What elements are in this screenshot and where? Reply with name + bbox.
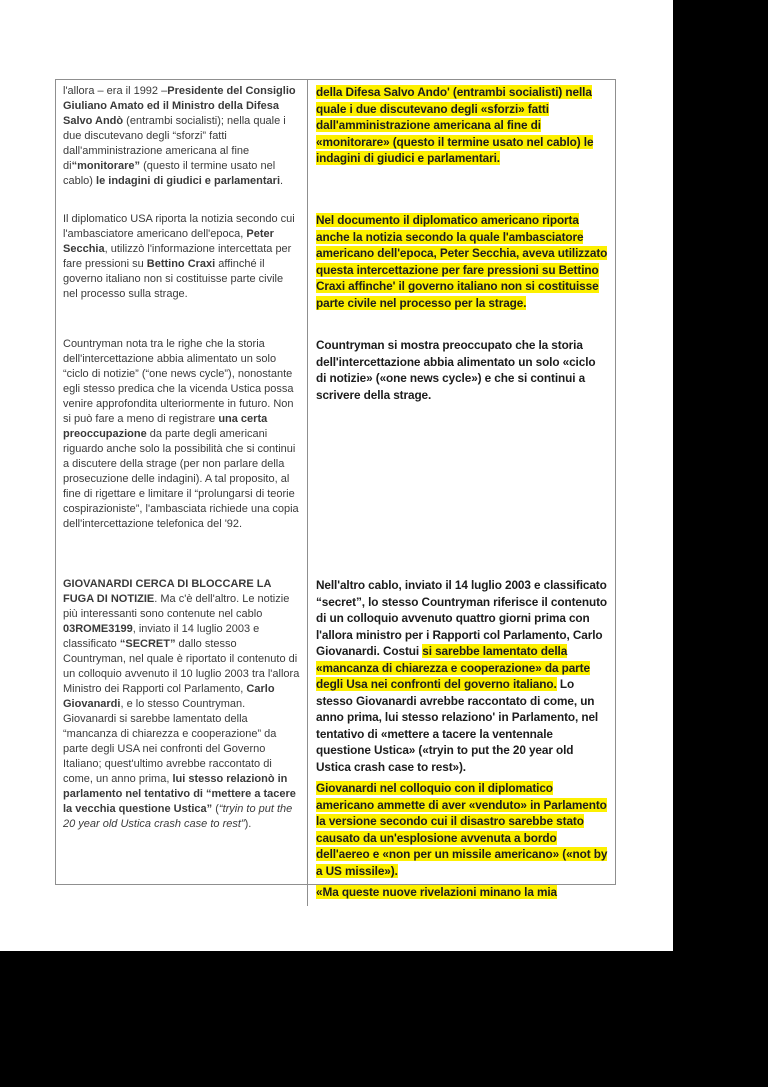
text-run: l'allora – era il 1992 – [63,85,168,97]
right-paragraph-5 [316,780,608,879]
text-run: dallo stesso Countryman, nel quale è riportato il contenuto di un colloquio avvenuto il 10 luglio 2003 tra l'allora Ministro dei Rapporti col Parlamento, [63,638,300,695]
left-paragraph-4 [63,577,300,832]
text-run: Countryman nota tra le righe che la storia dell'intercettazione abbia alimentato un solo “ciclo di notizie” (“one news cycle”), nonostante egli stesso predica che la vicenda Ustica possa venire approfondita ulteriormente in futuro. Non si può fare a meno di registrare [63,338,294,425]
text-run: «Ma queste nuove rivelazioni minano la mia [316,885,557,899]
text-run: “tryin to put the 20 year old Ustica crash case to rest” [63,803,293,830]
left-paragraph-1 [63,84,300,189]
text-run: , inviato il 14 luglio 2003 e classificato [63,623,260,650]
bottom-black-bar [0,951,768,1087]
text-run: “monitorare” [71,160,141,172]
text-run: lui stesso relazionò in parlamento nel tentativo di “mettere a tacere la vecchia questione Ustica” [63,773,296,815]
left-paragraph-2 [63,212,300,302]
text-run: Lo stesso Giovanardi avrebbe raccontato di come, un anno prima, lui stesso relaziono' in Parlamento, nel tentativo di «mettere a tacere la ventennale questione Ustica» («tryin to put the 20 year old Ustica crash case to rest»). [316,677,599,774]
text-run: Bettino Craxi [146,258,216,270]
left-paragraph-3 [63,337,300,532]
row-4-left-cell [56,573,307,906]
row-3-left-cell [56,333,307,573]
text-run: Presidente del Consiglio Giuliano Amato ed il Ministro della Difesa Salvo Andò [63,85,296,127]
text-run: Nell'altro cablo, inviato il 14 luglio 2003 e classificato “secret”, lo stesso Countryman riferisce il contenuto di un colloquio avvenuto quattro giorni prima con l'allora ministro per i Rapporti col Parlamento, Carlo Giovanardi. Costui [316,578,608,658]
text-run: Peter Secchia [63,228,274,255]
text-run: , utilizzò l'informazione intercettata per fare pressioni su [63,243,292,270]
text-run: (questo il termine usato nel cablo) [63,160,276,187]
text-run: (entrambi socialisti); nella quale i due discutevano degli “sforzi” fatti dall'amministrazione americana al fine di [63,115,286,172]
row-1-left-cell [56,80,307,208]
text-run: Nel documento il diplomatico americano riporta anche la notizia secondo la quale l'ambasciatore americano dell'epoca, Peter Secchia, aveva utilizzato questa intercettazione per fare pressioni su Bettino Craxi affinche' il governo italiano non si costituisse parte civile nel processo per la strage. [316,213,608,310]
text-run: ( [212,803,219,815]
text-run: “SECRET” [119,638,176,650]
text-run: Il diplomatico USA riporta la notizia secondo cui l'ambasciatore americano dell'epoca, [63,213,295,240]
text-run: . Ma c'è dell'altro. Le notizie più interessanti sono contenute nel cablo [63,593,290,620]
right-paragraph-4 [316,577,608,775]
text-run: GIOVANARDI CERCA DI BLOCCARE LA FUGA DI NOTIZIE [63,578,271,605]
row-2-right-cell [307,208,615,333]
right-black-bar [673,0,768,1087]
text-run: si sarebbe lamentato della «mancanza di chiarezza e cooperazione» da parte degli Usa nei confronti del governo italiano. [316,644,590,691]
text-run: . [280,175,284,187]
row-1-right-cell [307,80,615,208]
right-paragraph-2 [316,212,608,311]
row-4-right-cell [307,573,615,906]
text-run: da parte degli americani riguardo anche solo la possibilità che si continui a discutere della strage (per non parlare della prosecuzione delle indagini). A tal proposito, al fine di rigettare e limitare il “prolungarsi di teorie cospirazioniste”, l'ambasciata richiede una copia dell'intercettazione telefonica del '92. [63,428,299,530]
text-run: , e lo stesso Countryman. Giovanardi si sarebbe lamentato della “mancanza di chiarezza e cooperazione” da parte degli USA nei confronti del Governo Italiano; quest'ultimo avrebbe raccontato di come, un anno prima, [63,698,277,785]
row-2-left-cell [56,208,307,333]
text-run: affinché il governo italiano non si costituisse parte civile nel processo sulla strage. [63,258,284,300]
row-3-right-cell [307,333,615,573]
right-paragraph-3 [316,337,608,403]
text-run: una certa preoccupazione [63,413,268,440]
text-run: 03ROME3199 [63,623,133,635]
text-run: della Difesa Salvo Ando' (entrambi socialisti) nella quale i due discutevano degli «sforzi» fatti dall'amministrazione americana al fine di «monitorare» (questo il termine usato nel cablo) le indagini di giudici e parlamentari. [316,85,594,165]
text-run: Giovanardi nel colloquio con il diplomatico americano ammette di aver «venduto» in Parlamento la versione secondo cui il disastro sarebbe stato causato da un'esplosione avvenuta a bordo dell'aereo e «non per un missile americano» («not by a US missile»). [316,781,608,878]
text-run: Countryman si mostra preoccupato che la storia dell'intercettazione abbia alimentato un solo «ciclo di notizie» («one news cycle») e che si continui a scrivere della strage. [316,338,596,402]
right-paragraph-1 [316,84,608,167]
right-paragraph-6-truncated [316,884,608,901]
text-run: le indagini di giudici e parlamentari [96,175,281,187]
text-run: ). [244,818,252,830]
text-run: Carlo Giovanardi [63,683,275,710]
comparison-table [55,79,616,899]
